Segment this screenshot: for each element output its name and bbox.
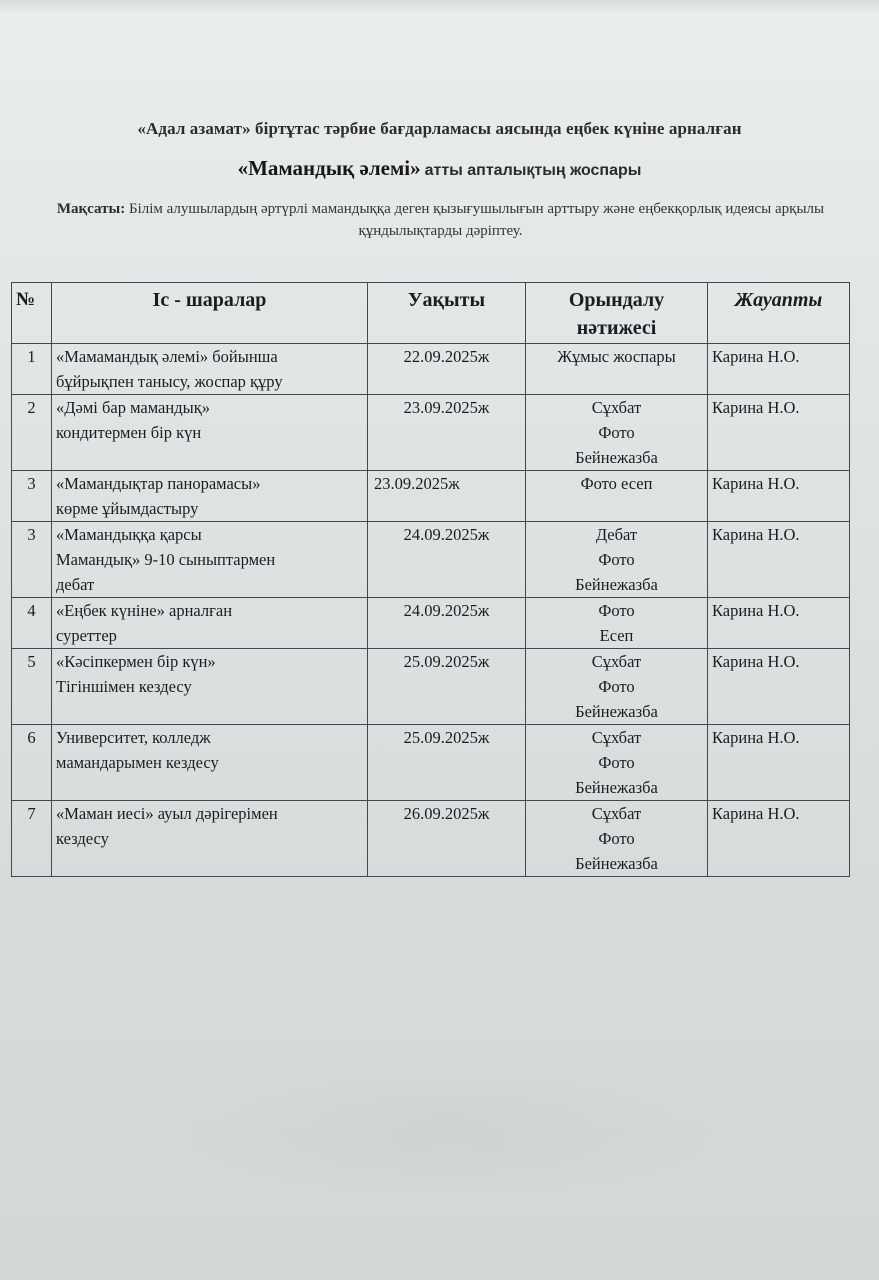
result-line: Бейнежазба bbox=[575, 778, 658, 797]
result-line: Сұхбат bbox=[591, 728, 642, 747]
row-result bbox=[526, 471, 708, 522]
row-responsible: Карина Н.О. bbox=[708, 344, 850, 395]
result-line: Бейнежазба bbox=[575, 854, 658, 873]
row-result bbox=[526, 344, 708, 395]
activity-line: кездесу bbox=[56, 829, 109, 848]
activity-line: «Еңбек күніне» арналған bbox=[56, 601, 233, 620]
activity-line: «Мамандықтар панорамасы» bbox=[56, 474, 261, 493]
header-number: № bbox=[12, 283, 52, 344]
row-responsible: Карина Н.О. bbox=[708, 395, 850, 471]
result-line: Фото bbox=[598, 677, 635, 696]
row-activity bbox=[52, 598, 368, 649]
row-result bbox=[526, 395, 708, 471]
result-line: Дебат bbox=[595, 525, 638, 544]
table-row bbox=[12, 725, 850, 801]
row-number: 7 bbox=[12, 801, 52, 877]
activity-line: «Дәмі бар мамандық» bbox=[56, 398, 210, 417]
goal-label: Мақсаты: bbox=[56, 201, 126, 217]
row-result bbox=[526, 649, 708, 725]
row-date: 22.09.2025ж bbox=[368, 344, 526, 395]
activity-line: кондитермен бір күн bbox=[56, 423, 202, 442]
result-line: Сұхбат bbox=[591, 398, 642, 417]
top-shadow bbox=[0, 0, 879, 14]
table-row bbox=[12, 471, 850, 522]
table-header-row bbox=[12, 283, 850, 344]
activity-line: «Мамандыққа қарсы bbox=[56, 525, 202, 544]
plan-title-main: «Мамандық әлемі» bbox=[237, 156, 421, 180]
activity-line: «Мамамандық әлемі» бойынша bbox=[56, 347, 278, 366]
header-result bbox=[526, 283, 708, 344]
table-row bbox=[12, 598, 850, 649]
result-line: Фото bbox=[598, 829, 635, 848]
result-line: Фото bbox=[598, 601, 635, 620]
header-responsible: Жауапты bbox=[708, 283, 850, 344]
row-responsible: Карина Н.О. bbox=[708, 522, 850, 598]
result-line: Бейнежазба bbox=[575, 448, 658, 467]
result-line: Жұмыс жоспары bbox=[557, 347, 676, 366]
result-line: Бейнежазба bbox=[575, 702, 658, 721]
activity-line: «Маман иесі» ауыл дәрігерімен bbox=[56, 804, 278, 823]
row-activity bbox=[52, 649, 368, 725]
activity-line: дебат bbox=[56, 575, 95, 594]
row-result bbox=[526, 725, 708, 801]
activity-line: Тігіншімен кездесу bbox=[56, 677, 192, 696]
result-line: Фото bbox=[598, 753, 635, 772]
row-date: 23.09.2025ж bbox=[368, 471, 526, 522]
result-line: Есеп bbox=[599, 626, 634, 645]
header-result-line2: нәтижесі bbox=[576, 317, 657, 339]
row-date: 24.09.2025ж bbox=[368, 598, 526, 649]
table-row bbox=[12, 522, 850, 598]
table-row bbox=[12, 395, 850, 471]
row-activity bbox=[52, 801, 368, 877]
row-activity bbox=[52, 725, 368, 801]
row-number: 6 bbox=[12, 725, 52, 801]
program-heading: «Адал азамат» біртұтас тәрбие бағдарламасы аясында еңбек күніне арналған bbox=[137, 119, 742, 138]
activity-line: Университет, колледж bbox=[56, 728, 211, 747]
plan-title-rest: атты апталықтың жоспары bbox=[424, 162, 642, 179]
row-number: 2 bbox=[12, 395, 52, 471]
goal-paragraph bbox=[18, 198, 863, 242]
row-responsible: Карина Н.О. bbox=[708, 649, 850, 725]
table-row bbox=[12, 344, 850, 395]
row-result bbox=[526, 801, 708, 877]
row-number: 3 bbox=[12, 471, 52, 522]
header-activity: Іс - шаралар bbox=[52, 283, 368, 344]
row-activity bbox=[52, 395, 368, 471]
row-date: 25.09.2025ж bbox=[368, 649, 526, 725]
row-number: 1 bbox=[12, 344, 52, 395]
row-activity bbox=[52, 522, 368, 598]
activity-line: мамандарымен кездесу bbox=[56, 753, 219, 772]
goal-text: Білім алушылардың әртүрлі мамандыққа деген қызығушылығын арттыру және еңбекқорлық идеясы арқылы құндылықтарды дәріптеу. bbox=[128, 201, 825, 239]
result-line: Фото bbox=[598, 550, 635, 569]
row-number: 3 bbox=[12, 522, 52, 598]
row-responsible: Карина Н.О. bbox=[708, 801, 850, 877]
row-date: 26.09.2025ж bbox=[368, 801, 526, 877]
row-activity bbox=[52, 471, 368, 522]
activity-line: суреттер bbox=[56, 626, 117, 645]
row-result bbox=[526, 598, 708, 649]
bleed-through-text bbox=[150, 1060, 750, 1200]
row-activity bbox=[52, 344, 368, 395]
row-responsible: Карина Н.О. bbox=[708, 598, 850, 649]
result-line: Фото есеп bbox=[580, 474, 653, 493]
row-date: 23.09.2025ж bbox=[368, 395, 526, 471]
activity-line: Мамандық» 9-10 сыныптармен bbox=[56, 550, 276, 569]
row-date: 25.09.2025ж bbox=[368, 725, 526, 801]
row-responsible: Карина Н.О. bbox=[708, 471, 850, 522]
row-date: 24.09.2025ж bbox=[368, 522, 526, 598]
activity-line: бұйрықпен танысу, жоспар құру bbox=[56, 372, 283, 391]
result-line: Фото bbox=[598, 423, 635, 442]
header-result-line1: Орындалу bbox=[568, 289, 665, 311]
row-result bbox=[526, 522, 708, 598]
result-line: Сұхбат bbox=[591, 804, 642, 823]
activity-line: «Кәсіпкермен бір күн» bbox=[56, 652, 216, 671]
header-time: Уақыты bbox=[368, 283, 526, 344]
result-line: Бейнежазба bbox=[575, 575, 658, 594]
table-row bbox=[12, 649, 850, 725]
activity-line: көрме ұйымдастыру bbox=[56, 499, 199, 518]
row-number: 5 bbox=[12, 649, 52, 725]
result-line: Сұхбат bbox=[591, 652, 642, 671]
table-row bbox=[12, 801, 850, 877]
events-table bbox=[11, 282, 850, 877]
plan-title bbox=[0, 156, 879, 181]
row-number: 4 bbox=[12, 598, 52, 649]
row-responsible: Карина Н.О. bbox=[708, 725, 850, 801]
